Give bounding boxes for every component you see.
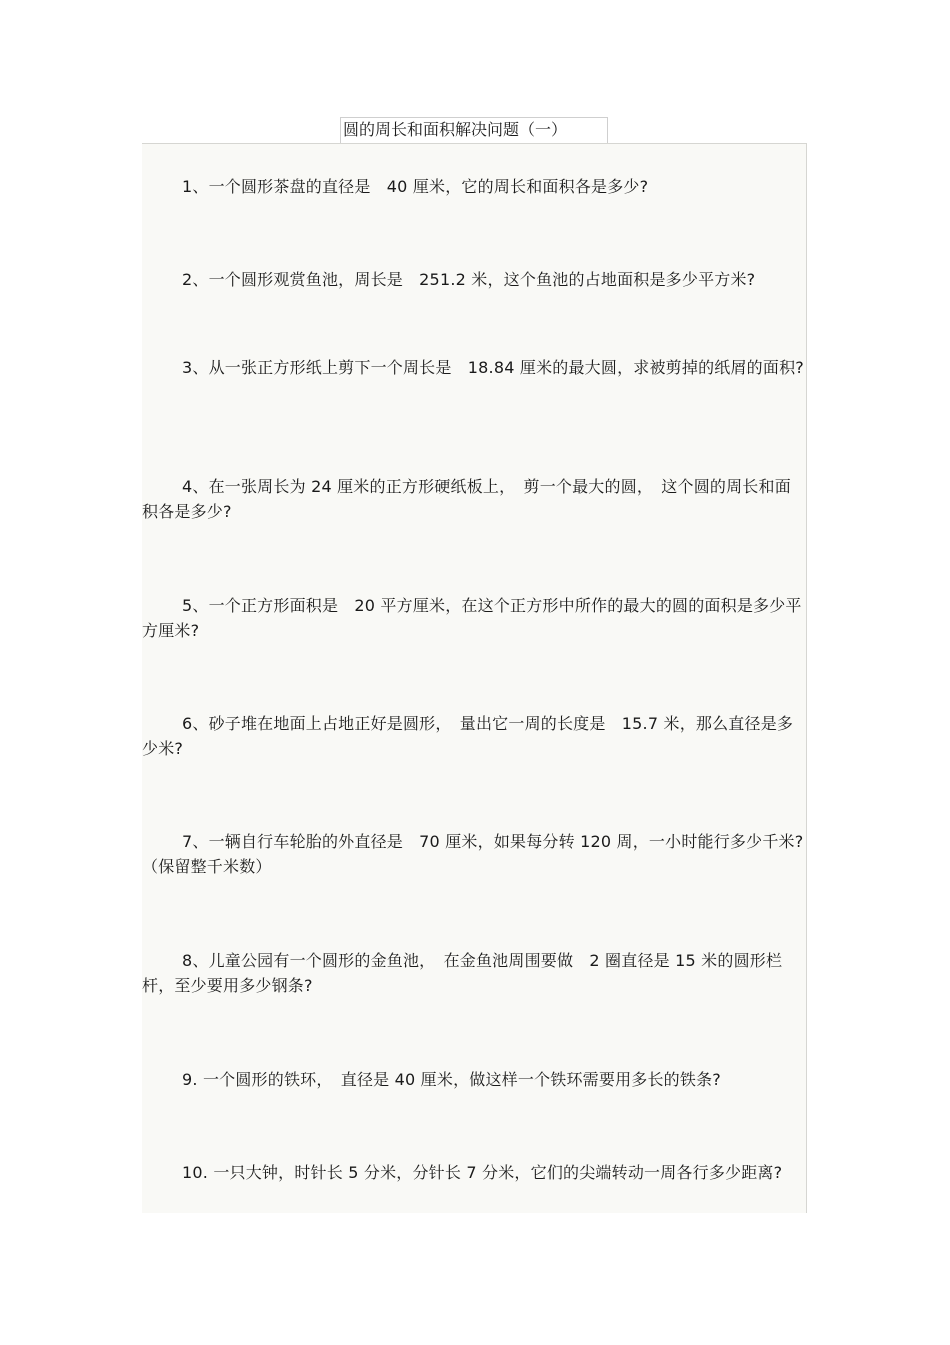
question-5: 5、一个正方形面积是 20 平方厘米，在这个正方形中所作的最大的圆的面积是多少平方厘米? <box>142 596 802 640</box>
question-6: 6、砂子堆在地面上占地正好是圆形， 量出它一周的长度是 15.7 米，那么直径是多少米? <box>142 714 794 758</box>
question-9: 9. 一个圆形的铁环， 直径是 40 厘米，做这样一个铁环需要用多长的铁条? <box>182 1070 721 1089</box>
question-4: 4、在一张周长为 24 厘米的正方形硬纸板上， 剪一个最大的圆， 这个圆的周长和面积各是多少? <box>142 477 791 521</box>
questions-panel <box>142 143 807 1213</box>
question-7: 7、一辆自行车轮胎的外直径是 70 厘米，如果每分转 120 周，一小时能行多少千米?（保留整千米数） <box>142 832 804 876</box>
question-10: 10. 一只大钟，时针长 5 分米，分针长 7 分米，它们的尖端转动一周各行多少距离? <box>182 1163 783 1182</box>
question-2: 2、一个圆形观赏鱼池，周长是 251.2 米，这个鱼池的占地面积是多少平方米? <box>182 270 756 289</box>
question-3: 3、从一张正方形纸上剪下一个周长是 18.84 厘米的最大圆，求被剪掉的纸屑的面积? <box>182 358 804 377</box>
question-8: 8、儿童公园有一个圆形的金鱼池， 在金鱼池周围要做 2 圈直径是 15 米的圆形栏杆，至少要用多少钢条? <box>142 951 783 995</box>
document-title: 圆的周长和面积解决问题（一） <box>340 117 608 143</box>
question-1: 1、一个圆形茶盘的直径是 40 厘米，它的周长和面积各是多少? <box>182 177 649 196</box>
